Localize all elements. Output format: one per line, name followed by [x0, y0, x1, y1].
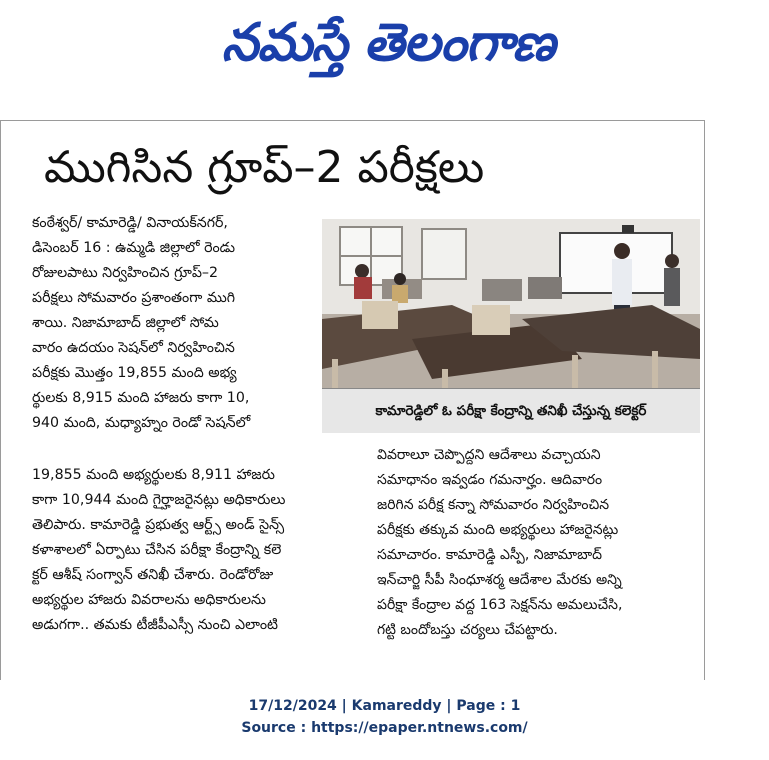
frame-left-rule: [0, 120, 1, 680]
body-line: కళాశాలలో ఏర్పాటు చేసిన పరీక్షా కేంద్రాన్ని కలె: [32, 542, 282, 558]
page-footer: [0, 695, 769, 739]
body-line: పరీక్షలు సోమవారం ప్రశాంతంగా ముగి: [32, 290, 236, 306]
body-line: డిసెంబర్ 16 : ఉమ్మడి జిల్లాలో రెండు: [32, 240, 236, 256]
body-line: పరీక్షకు మొత్తం 19,855 మంది అభ్య: [32, 365, 237, 381]
body-line: 19,855 మంది అభ్యర్థులకు 8,911 హాజరు: [32, 467, 275, 483]
article-headline: ముగిసిన గ్రూప్–2 పరీక్షలు: [44, 142, 485, 193]
frame-top-rule: [0, 120, 705, 121]
body-line: పరీక్షా కేంద్రాల వద్ద 163 సెక్షన్‌ను అమలుచేసి,: [377, 597, 623, 613]
body-line: గట్టి బందోబస్తు చర్యలు చేపట్టారు.: [377, 622, 558, 638]
body-line: కాగా 10,944 మంది గైర్హాజరైనట్లు అధికారులు: [32, 492, 286, 508]
frame-right-rule: [704, 120, 705, 680]
body-line: తెలిపారు. కామారెడ్డి ప్రభుత్వ ఆర్ట్స్ అండ్ సైన్స్: [32, 517, 285, 533]
exam-hall-illustration: [322, 219, 700, 388]
body-line: రోజులపాటు నిర్వహించిన గ్రూప్–2: [32, 265, 219, 281]
body-line: అభ్యర్థుల హాజరు వివరాలను అధికారులను: [32, 592, 266, 608]
body-line: ఇన్‌చార్జి సీపీ సింధూశర్మ ఆదేశాల మేరకు అన్ని: [377, 572, 622, 588]
body-line: ర్థులకు 8,915 మంది హాజరు కాగా 10,: [32, 390, 250, 406]
article-column-right: [377, 443, 702, 643]
masthead-logo: నమస్తే తెలంగాణ: [221, 13, 555, 73]
body-line: 940 మంది, మధ్యాహ్నం రెండో సెషన్‌లో: [32, 415, 251, 431]
body-line: వారం ఉదయం సెషన్‌లో నిర్వహించిన: [32, 340, 235, 356]
body-line: పరీక్షకు తక్కువ మంది అభ్యర్థులు హాజరైనట్లు: [377, 522, 619, 538]
article-column-left-top: [32, 211, 372, 436]
article-column-left-bottom: [32, 463, 372, 638]
body-line: సమాధానం ఇవ్వడం గమనార్హం. ఆదివారం: [377, 472, 603, 488]
body-line: సమాచారం. కామారెడ్డి ఎస్పీ, నిజామాబాద్: [377, 547, 602, 563]
body-line: అడుగగా.. తమకు టీజీపీఎస్సీ నుంచి ఎలాంటి: [32, 617, 278, 633]
body-line: కంఠేశ్వర్/ కామారెడ్డి/ వినాయక్‌నగర్,: [32, 215, 228, 231]
masthead: [0, 0, 769, 110]
body-line: శాయి. నిజామాబాద్ జిల్లాలో సోమ: [32, 315, 219, 331]
photo-caption: కామారెడ్డిలో ఓ పరీక్షా కేంద్రాన్ని తనిఖీ చేస్తున్న కలెక్టర్: [322, 388, 700, 433]
body-line: జరిగిన పరీక్ష కన్నా సోమవారం నిర్వహించిన: [377, 497, 610, 513]
footer-date-line: 17/12/2024 | Kamareddy | Page : 1: [248, 698, 521, 714]
body-line: క్టర్ ఆశీష్ సంగ్వాన్ తనిఖీ చేశారు. రెండోరోజు: [32, 567, 274, 583]
footer-source-line: Source : https://epaper.ntnews.com/: [241, 720, 528, 736]
exam-hall-photo: [322, 219, 700, 388]
body-line: వివరాలూ చెప్పొద్దని ఆదేశాలు వచ్చాయని: [377, 447, 601, 463]
